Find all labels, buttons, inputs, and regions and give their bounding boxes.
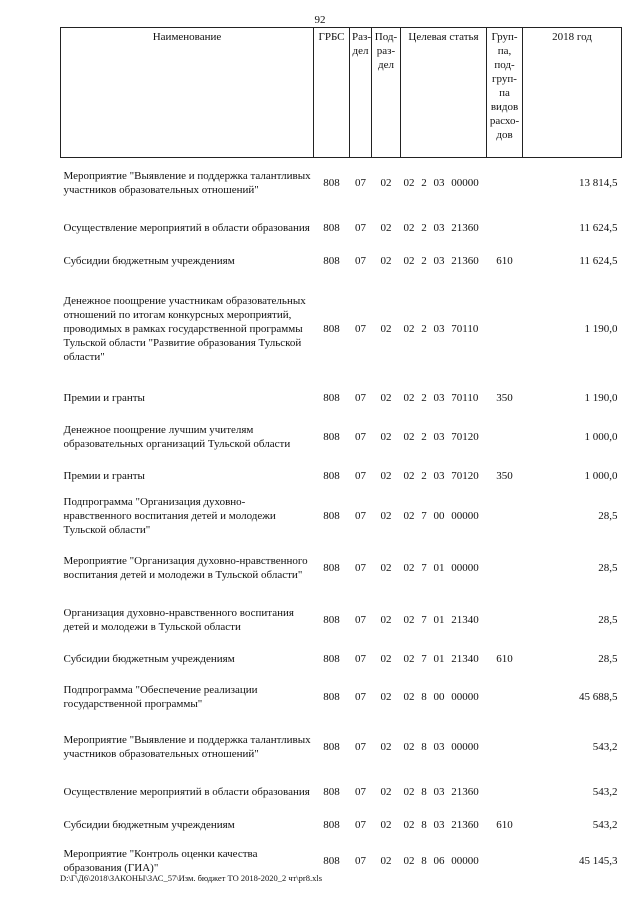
row-grbs: 808 [323,818,340,831]
row-amount-2018: 543,2 [592,785,618,798]
row-target-article: 02 2 03 70120 [403,469,479,482]
row-expense-group [487,542,523,594]
row-amount-2018: 11 624,5 [579,254,618,267]
row-name: Мероприятие "Выявление и поддержка талантливых участников образовательных отношений" [63,733,311,760]
row-grbs: 808 [323,690,340,703]
row-podrazdel: 02 [380,818,392,831]
header-razdel: Раз- дел [350,28,372,158]
header-group: Груп- па, под- груп- па видов расхо- дов [487,28,523,158]
row-razdel: 07 [355,854,366,867]
row-target-article: 02 8 03 21360 [403,785,479,798]
row-amount-2018: 28,5 [598,509,618,522]
row-expense-group [487,772,523,812]
row-grbs: 808 [323,322,340,335]
row-expense-group: 610 [496,652,513,665]
row-amount-2018: 13 814,5 [579,176,618,189]
row-amount-2018: 1 190,0 [584,322,618,335]
row-expense-group: 610 [496,254,513,267]
row-target-article: 02 7 00 00000 [403,509,479,522]
row-target-article: 02 2 03 21360 [403,221,479,234]
header-year: 2018 год [523,28,622,158]
table-row [61,594,622,646]
row-target-article: 02 7 01 21340 [403,613,479,626]
row-razdel: 07 [355,430,366,443]
table-row [61,412,622,462]
table-row [61,208,622,248]
row-podrazdel: 02 [380,254,392,267]
row-podrazdel: 02 [380,854,392,867]
row-name: Денежное поощрение участникам образовательных отношений по итогам конкурсных мероприятий, проводимых в рамках государственной программы Тульской области "Развитие образования Тульской области" [63,294,306,363]
row-grbs: 808 [323,469,340,482]
row-target-article: 02 2 03 70110 [403,391,479,404]
row-razdel: 07 [355,322,366,335]
row-grbs: 808 [323,391,340,404]
row-razdel: 07 [355,652,366,665]
row-podrazdel: 02 [380,176,392,189]
row-grbs: 808 [323,561,340,574]
row-target-article: 02 8 00 00000 [403,690,479,703]
row-razdel: 07 [355,176,366,189]
row-razdel: 07 [355,818,366,831]
row-podrazdel: 02 [380,221,392,234]
row-name: Субсидии бюджетным учреждениям [63,818,235,831]
row-amount-2018: 28,5 [598,561,618,574]
row-name: Денежное поощрение лучшим учителям образовательных организаций Тульской области [63,423,291,450]
row-name: Осуществление мероприятий в области образования [63,221,310,234]
row-podrazdel: 02 [380,469,392,482]
row-grbs: 808 [323,785,340,798]
row-podrazdel: 02 [380,613,392,626]
row-grbs: 808 [323,854,340,867]
row-amount-2018: 543,2 [592,818,618,831]
header-target: Целевая статья [401,28,487,158]
row-name: Организация духовно-нравственного воспитания детей и молодежи в Тульской области [63,606,294,633]
row-razdel: 07 [355,740,366,753]
row-grbs: 808 [323,740,340,753]
row-razdel: 07 [355,785,366,798]
row-grbs: 808 [323,652,340,665]
row-expense-group [487,838,523,884]
row-target-article: 02 8 03 21360 [403,818,479,831]
table-row [61,384,622,412]
table-row [61,274,622,384]
row-expense-group [487,722,523,772]
row-expense-group: 610 [496,818,513,831]
row-name: Мероприятие "Контроль оценки качества образования (ГИА)" [63,847,258,874]
row-target-article: 02 8 06 00000 [403,854,479,867]
row-expense-group [487,412,523,462]
table-row [61,672,622,722]
row-razdel: 07 [355,391,366,404]
row-razdel: 07 [355,561,366,574]
header-podrazdel: Под- раз- дел [372,28,401,158]
row-amount-2018: 1 000,0 [584,430,618,443]
header-grbs: ГРБС [314,28,350,158]
row-podrazdel: 02 [380,561,392,574]
row-podrazdel: 02 [380,740,392,753]
table-row [61,248,622,274]
table-row [61,772,622,812]
row-expense-group [487,594,523,646]
row-grbs: 808 [323,430,340,443]
table-row [61,158,622,208]
row-razdel: 07 [355,509,366,522]
row-name: Премии и гранты [63,469,145,482]
row-podrazdel: 02 [380,509,392,522]
row-grbs: 808 [323,509,340,522]
row-expense-group [487,158,523,208]
row-target-article: 02 7 01 21340 [403,652,479,665]
row-target-article: 02 7 01 00000 [403,561,479,574]
row-target-article: 02 2 03 21360 [403,254,479,267]
page-number: 92 [314,14,326,26]
table-row [61,542,622,594]
row-target-article: 02 2 03 70110 [403,322,479,335]
table-row [61,722,622,772]
row-target-article: 02 2 03 00000 [403,176,479,189]
row-amount-2018: 11 624,5 [579,221,618,234]
row-grbs: 808 [323,254,340,267]
budget-table [60,27,622,884]
row-amount-2018: 45 145,3 [579,854,618,867]
row-target-article: 02 8 03 00000 [403,740,479,753]
row-amount-2018: 45 688,5 [579,690,618,703]
row-podrazdel: 02 [380,322,392,335]
row-name: Подпрограмма "Обеспечение реализации государственной программы" [63,683,258,710]
row-grbs: 808 [323,613,340,626]
table-row [61,646,622,672]
row-amount-2018: 1 190,0 [584,391,618,404]
row-podrazdel: 02 [380,690,392,703]
row-razdel: 07 [355,254,366,267]
row-expense-group [487,274,523,384]
row-amount-2018: 1 000,0 [584,469,618,482]
row-name: Субсидии бюджетным учреждениям [63,254,235,267]
row-razdel: 07 [355,613,366,626]
header-name: Наименование [61,28,314,158]
row-podrazdel: 02 [380,430,392,443]
row-name: Премии и гранты [63,391,145,404]
row-expense-group [487,672,523,722]
row-amount-2018: 543,2 [592,740,618,753]
row-podrazdel: 02 [380,785,392,798]
row-name: Подпрограмма "Организация духовно-нравственного воспитания детей и молодежи Тульской области" [63,495,276,536]
row-grbs: 808 [323,221,340,234]
row-expense-group: 350 [496,469,513,482]
table-header-row [61,28,622,158]
row-target-article: 02 2 03 70120 [403,430,479,443]
row-expense-group [487,208,523,248]
table-row [61,812,622,838]
row-podrazdel: 02 [380,652,392,665]
row-amount-2018: 28,5 [598,613,618,626]
row-name: Мероприятие "Выявление и поддержка талантливых участников образовательных отношений" [63,169,311,196]
row-podrazdel: 02 [380,391,392,404]
table-row [61,490,622,542]
table-row [61,462,622,490]
row-razdel: 07 [355,690,366,703]
file-path-footer: D:\Г\Д6\2018\ЗАКОНЫ\ЗАС_57\Изм. бюджет ТО 2018-2020_2 чт\pr8.xls [60,873,323,883]
row-expense-group [487,490,523,542]
row-grbs: 808 [323,176,340,189]
row-expense-group: 350 [496,391,513,404]
row-amount-2018: 28,5 [598,652,618,665]
row-razdel: 07 [355,469,366,482]
row-name: Субсидии бюджетным учреждениям [63,652,235,665]
row-name: Мероприятие "Организация духовно-нравственного воспитания детей и молодежи в Тульской области" [63,554,308,581]
row-razdel: 07 [355,221,366,234]
row-name: Осуществление мероприятий в области образования [63,785,310,798]
